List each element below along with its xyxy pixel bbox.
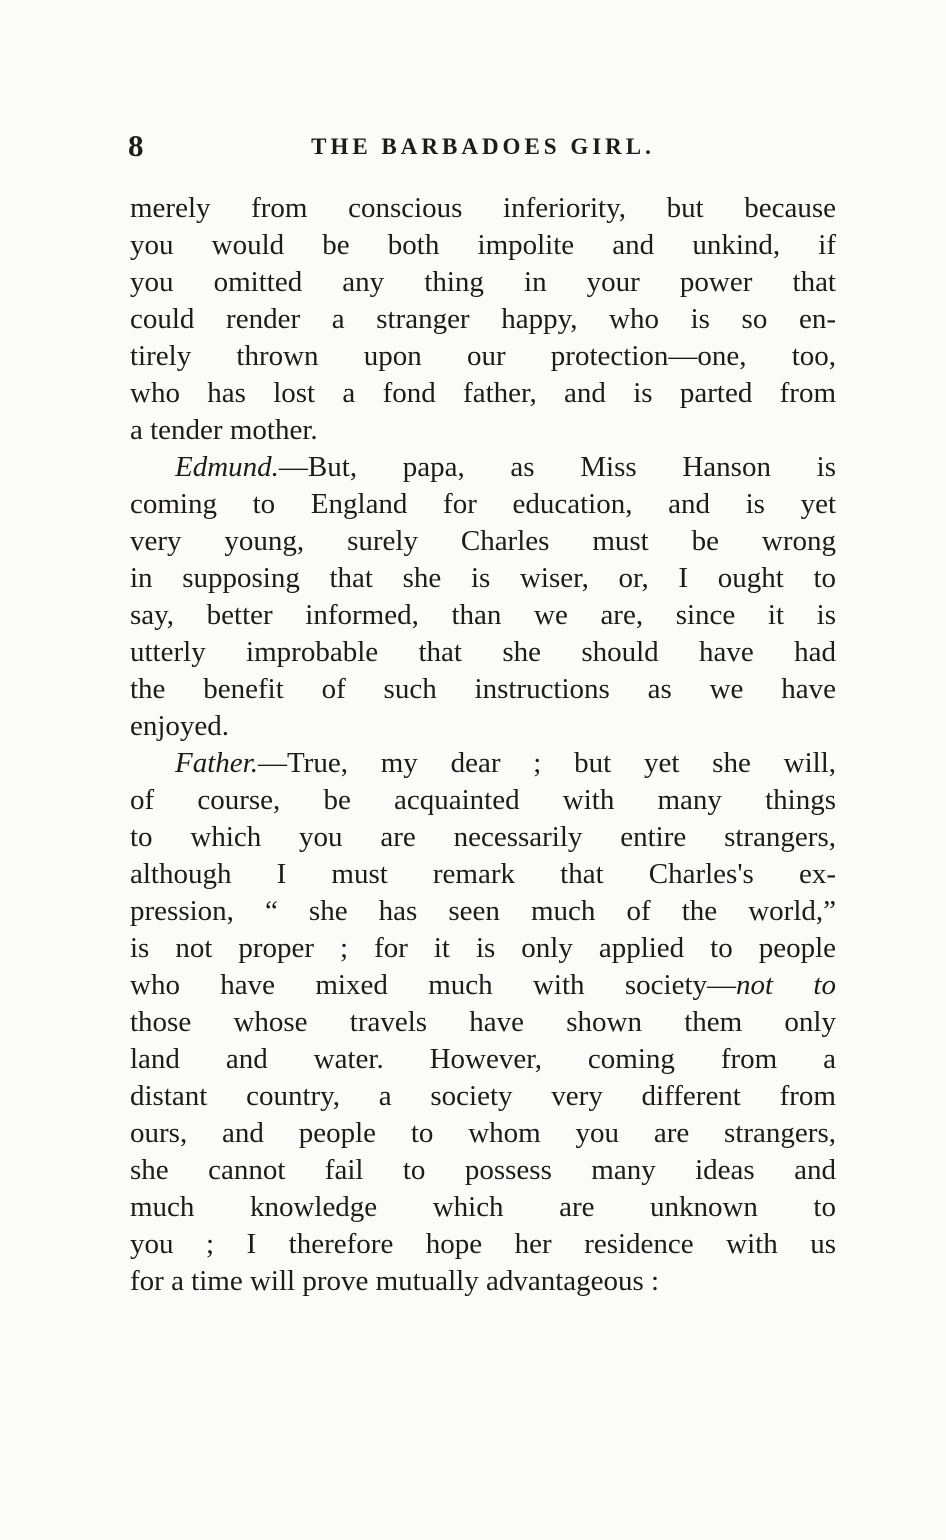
text-line xyxy=(130,819,836,856)
text-segment: you would be both impolite and unkind, if xyxy=(130,229,836,261)
text-segment: say, better informed, than we are, since it is xyxy=(130,599,836,631)
text-line xyxy=(130,264,836,301)
text-line xyxy=(130,560,836,597)
page-body xyxy=(130,190,836,1300)
text-line xyxy=(130,523,836,560)
text-segment: distant country, a society very different from xyxy=(130,1080,836,1112)
text-segment: to which you are necessarily entire strangers, xyxy=(130,821,836,853)
text-segment: of course, be acquainted with many things xyxy=(130,784,836,816)
paragraph xyxy=(130,745,836,1300)
text-segment: a tender mother. xyxy=(130,414,318,446)
text-segment: merely from conscious inferiority, but because xyxy=(130,192,836,224)
text-line xyxy=(130,1189,836,1226)
text-line xyxy=(130,1152,836,1189)
text-line xyxy=(130,412,836,449)
text-line xyxy=(130,930,836,967)
text-segment: coming to England for education, and is yet xyxy=(130,488,836,520)
text-line xyxy=(130,893,836,930)
text-line xyxy=(130,856,836,893)
text-segment: —But, papa, as Miss Hanson is xyxy=(278,451,836,483)
text-line xyxy=(130,375,836,412)
page-number: 8 xyxy=(128,128,145,163)
text-segment: she cannot fail to possess many ideas and xyxy=(130,1154,836,1186)
text-line xyxy=(130,1041,836,1078)
text-segment: much knowledge which are unknown to xyxy=(130,1191,836,1223)
text-line xyxy=(130,486,836,523)
text-line xyxy=(130,782,836,819)
text-segment: although I must remark that Charles's ex- xyxy=(130,858,836,890)
text-segment: tirely thrown upon our protection—one, too, xyxy=(130,340,836,372)
text-segment: land and water. However, coming from a xyxy=(130,1043,836,1075)
text-segment: very young, surely Charles must be wrong xyxy=(130,525,836,557)
text-line xyxy=(130,634,836,671)
speaker-father: Father. xyxy=(175,747,258,779)
text-line xyxy=(130,1115,836,1152)
text-segment: utterly improbable that she should have had xyxy=(130,636,836,668)
text-line xyxy=(130,227,836,264)
running-title: THE BARBADOES GIRL. xyxy=(311,134,655,159)
text-segment: those whose travels have shown them only xyxy=(130,1006,836,1038)
emphasis-not-to: not to xyxy=(736,969,836,1001)
speaker-edmund: Edmund. xyxy=(175,451,279,483)
text-line xyxy=(130,301,836,338)
text-line xyxy=(130,338,836,375)
text-segment: for a time will prove mutually advantageous : xyxy=(130,1265,660,1297)
text-line xyxy=(130,967,836,1004)
page-header xyxy=(130,128,836,168)
text-segment: you omitted any thing in your power that xyxy=(130,266,836,298)
text-segment: could render a stranger happy, who is so en- xyxy=(130,303,836,335)
text-segment: —True, my dear ; but yet she will, xyxy=(257,747,836,779)
text-segment: is not proper ; for it is only applied to people xyxy=(130,932,836,964)
text-line xyxy=(130,190,836,227)
text-line xyxy=(130,1078,836,1115)
text-segment: the benefit of such instructions as we have xyxy=(130,673,836,705)
text-line xyxy=(130,745,836,782)
book-page xyxy=(130,128,836,1300)
text-line xyxy=(130,449,836,486)
text-segment: you ; I therefore hope her residence with us xyxy=(130,1228,836,1260)
text-line xyxy=(130,708,836,745)
text-segment: pression, “ she has seen much of the world,” xyxy=(130,895,836,927)
text-line xyxy=(130,597,836,634)
text-line xyxy=(130,1263,836,1300)
text-segment: in supposing that she is wiser, or, I ought to xyxy=(130,562,836,594)
paragraph xyxy=(130,190,836,449)
text-line xyxy=(130,671,836,708)
text-segment: who have mixed much with society— xyxy=(130,969,737,1001)
text-segment: ours, and people to whom you are strangers, xyxy=(130,1117,836,1149)
text-segment: enjoyed. xyxy=(130,710,230,742)
text-segment: who has lost a fond father, and is parted from xyxy=(130,377,836,409)
paragraph xyxy=(130,449,836,745)
text-line xyxy=(130,1226,836,1263)
text-line xyxy=(130,1004,836,1041)
